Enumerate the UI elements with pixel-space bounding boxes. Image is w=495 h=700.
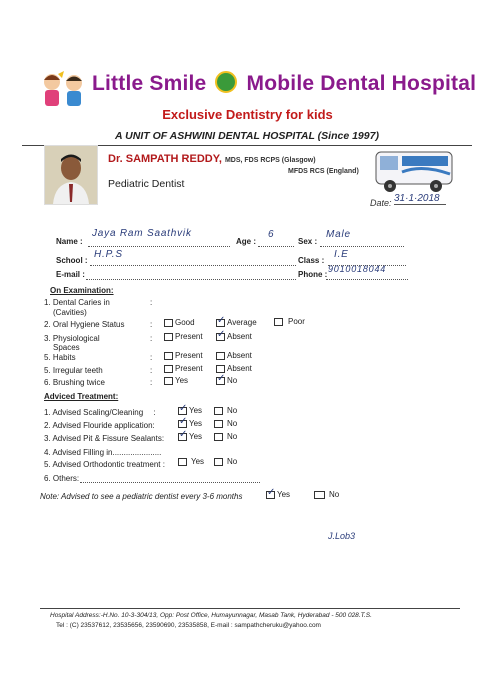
note-yes[interactable] [266,490,290,499]
specialty: Pediatric Dentist [108,178,185,190]
sex-line [320,245,404,247]
date-label: Date: [370,198,392,208]
checkbox[interactable] [178,458,187,466]
exam-num: 5. [44,366,51,375]
exam-num: 1. [44,298,51,307]
checkbox[interactable] [214,433,223,441]
exam-num: 2. [44,320,51,329]
physio-absent[interactable] [216,332,252,341]
option-label: No [227,419,238,428]
class-label: Class : [298,256,325,265]
exam-item-hygiene [44,320,125,329]
treat-label: Advised Flouride application: [52,421,155,430]
email-label: E-mail : [56,270,85,279]
option-label: Absent [227,332,252,341]
exam-item-physio-sub: Spaces [53,343,80,352]
examination-heading: On Examination: [50,286,114,295]
hygiene-good[interactable] [164,318,195,327]
option-label: Average [227,318,257,327]
note-text: Note: Advised to see a pediatric dentist every 3-6 months [40,492,243,501]
name-line [88,245,230,247]
brushing-yes[interactable] [164,376,188,385]
ortho-yes[interactable] [178,457,204,466]
exam-item-physio [44,334,100,343]
checkbox[interactable] [164,377,173,385]
phone-value: 9010018044 [328,264,387,274]
treat-item-filling [44,448,161,457]
doctor-photo [44,145,98,205]
checkbox-checked[interactable] [178,407,187,415]
exam-label: Irregular teeth [52,366,103,375]
checkbox[interactable] [164,352,173,360]
phone-label: Phone : [298,270,328,279]
option-label: Present [175,332,203,341]
checkbox[interactable] [216,352,225,360]
ortho-no[interactable] [214,457,237,466]
exam-label: Dental Caries in [52,298,110,307]
habits-present[interactable] [164,351,203,360]
others-line [80,481,260,483]
option-label: Yes [189,406,203,415]
signature: J.Lob3 [328,531,356,541]
checkbox[interactable] [314,491,325,499]
checkbox-checked[interactable] [178,433,187,441]
option-label: Good [175,318,195,327]
doctor-name [108,153,316,165]
scaling-no[interactable] [214,406,237,415]
exam-num: 3. [44,334,51,343]
note-no[interactable] [314,490,339,499]
treat-label: Advised Scaling/Cleaning [52,408,144,417]
option-label: No [329,490,340,499]
age-label: Age : [236,237,256,246]
doctor-quals2: MFDS RCS (England) [288,168,359,175]
exam-item-caries [44,298,110,307]
habits-absent[interactable] [216,351,252,360]
irregular-present[interactable] [164,364,203,373]
checkbox-checked[interactable] [178,420,187,428]
title-part2: Mobile Dental Hospital [246,72,477,95]
treat-num: 3. [44,434,51,443]
treat-label: Advised Pit & Fissure Sealants: [52,434,165,443]
hospital-title [92,72,476,96]
doctor-name-text: Dr. SAMPATH REDDY, [108,153,222,165]
exam-label: Physiological [52,334,100,343]
doctor-quals: MDS, FDS RCPS (Glasgow) [224,157,316,164]
colon: : [150,353,153,362]
checkbox[interactable] [164,319,173,327]
option-label: Yes [175,376,189,385]
hospital-address: Hospital Address:-H.No. 10-3-304/13, Opp: Post Office, Humayunnagar, Masab Tank, Hyderabad - 500 028.T.S. [50,612,372,619]
option-label: Present [175,351,203,360]
option-label: No [227,376,238,385]
checkbox-checked[interactable] [216,377,225,385]
checkbox-checked[interactable] [216,333,225,341]
age-line [258,245,294,247]
school-label: School : [56,256,88,265]
treat-label: Others: [52,474,80,483]
brushing-no[interactable] [216,376,237,385]
colon: : [150,366,153,375]
exam-item-caries-sub: (Cavities) [53,308,87,317]
option-label: No [227,406,238,415]
treat-item-ortho [44,460,165,469]
checkbox[interactable] [216,365,225,373]
physio-present[interactable] [164,332,203,341]
checkbox-checked[interactable] [216,319,225,327]
exam-item-irregular [44,366,103,375]
scaling-yes[interactable] [178,406,202,415]
age-value: 6 [268,229,275,240]
colon: : [150,334,153,343]
unit-line: A UNIT OF ASHWINI DENTAL HOSPITAL (Since 1997) [22,130,472,146]
option-label: Yes [189,419,203,428]
option-label: Yes [189,432,203,441]
treatment-heading: Adviced Treatment: [44,392,119,401]
checkbox-checked[interactable] [266,491,275,499]
title-part1: Little Smile [92,72,207,95]
kids-logo-icon [38,70,90,110]
sex-value: Male [326,229,351,240]
option-label: Yes [191,457,205,466]
option-label: No [227,432,238,441]
name-label: Name : [56,237,83,246]
treat-num: 5. [44,460,51,469]
name-value: Jaya Ram Saathvik [92,228,192,239]
checkbox[interactable] [214,420,223,428]
hygiene-average[interactable] [216,318,257,327]
school-value: H.P.S [94,249,123,260]
treat-item-scaling: 1. Advised Scaling/Cleaning : [44,408,156,417]
option-label: Yes [277,490,291,499]
option-label: Absent [227,351,252,360]
checkbox[interactable] [164,333,173,341]
email-line [86,278,296,280]
phone-line [326,278,408,280]
date-value: 31·1·2018 [394,193,446,205]
exam-item-brushing [44,378,105,387]
option-label: No [227,457,238,466]
exam-label: Oral Hygiene Status [52,320,125,329]
treat-num: 2. [44,421,51,430]
colon: : [150,320,153,329]
exam-label: Habits [52,353,76,362]
colon: : [150,378,153,387]
treat-item-flouride [44,421,155,430]
checkbox[interactable] [274,318,283,326]
hygiene-poor[interactable] [274,317,305,326]
option-label: Present [175,364,203,373]
flouride-yes[interactable] [178,419,202,428]
checkbox[interactable] [214,458,223,466]
exam-num: 6. [44,378,51,387]
tooth-badge-icon [215,71,237,93]
footer-divider [40,608,460,609]
treat-label: Advised Orthodontic treatment : [52,460,165,469]
mobile-bus-icon [372,142,457,197]
sealants-no[interactable] [214,432,237,441]
exam-num: 5. [44,353,51,362]
treat-item-sealants [44,434,164,443]
treat-num: 1. [44,408,51,417]
flouride-no[interactable] [214,419,237,428]
exam-label: Brushing twice [52,378,105,387]
exam-item-habits [44,353,76,362]
treat-label: Advised Filling in...................... [52,448,162,457]
school-line [90,264,296,266]
sex-label: Sex : [298,237,318,246]
option-label: Absent [227,364,252,373]
treat-num: 6. [44,474,51,483]
checkbox[interactable] [214,407,223,415]
treat-num: 4. [44,448,51,457]
option-label: Poor [288,317,305,326]
subtitle: Exclusive Dentistry for kids [162,107,333,122]
hospital-contact: Tel : (C) 23537612, 23535656, 23590690, 23535858, E-mail : sampathcheruku@yahoo.com [56,622,321,629]
colon: : [150,298,153,307]
treat-item-others [44,474,79,483]
checkbox[interactable] [164,365,173,373]
sealants-yes[interactable] [178,432,202,441]
class-value: I.E [334,249,349,260]
